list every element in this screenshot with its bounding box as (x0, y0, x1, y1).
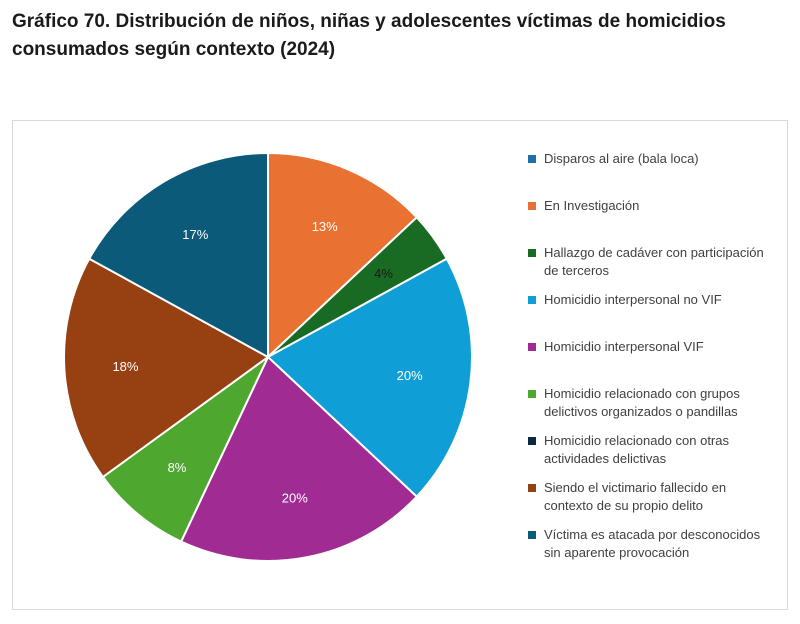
chart-title-line-1: Gráfico 70. Distribución de niños, niñas y adolescentes víctimas de homicidios (12, 11, 726, 32)
legend-item-hallazgo-de-cadaver-con-participacion-de-terceros (528, 244, 793, 280)
data-label-en-investigacion: 13% (311, 218, 338, 234)
legend-item-homicidio-interpersonal-vif (528, 338, 793, 356)
legend-label: Homicidio interpersonal no VIF (544, 292, 722, 307)
legend-swatch (528, 249, 536, 257)
legend-swatch (528, 155, 536, 163)
legend-swatch (528, 202, 536, 210)
legend-item-en-investigacion (528, 197, 793, 215)
legend-label: Hallazgo de cadáver con participación de terceros (544, 245, 764, 278)
legend-label: En Investigación (544, 198, 640, 213)
legend-label: Víctima es atacada por desconocidos sin aparente provocación (544, 527, 761, 560)
legend-swatch (528, 437, 536, 445)
chart-title-line-2: consumados según contexto (2024) (12, 39, 336, 60)
legend-label: Homicidio relacionado con grupos delictivos organizados o pandillas (544, 386, 740, 419)
legend-swatch (528, 484, 536, 492)
legend-item-siendo-el-victimario-fallecido-en-contexto-de-su-propio-delito (528, 479, 793, 515)
pie-slices (64, 153, 472, 561)
legend-item-victima-es-atacada-por-desconocidos-sin-aparente-provocacion (528, 526, 793, 562)
legend-swatch (528, 296, 536, 304)
legend-label: Disparos al aire (bala loca) (544, 151, 699, 166)
data-label-siendo-el-victimario-fallecido-en-contexto-de-su-propio-delito: 18% (112, 358, 139, 374)
data-label-homicidio-relacionado-con-grupos-delictivos-organizados-o-pandillas: 8% (167, 460, 187, 476)
data-label-hallazgo-de-cadaver-con-participacion-de-terceros: 4% (374, 266, 393, 282)
data-label-victima-es-atacada-por-desconocidos-sin-aparente-provocacion: 17% (182, 227, 209, 243)
legend-item-homicidio-relacionado-con-grupos-delictivos-organizados-o-pandillas (528, 385, 793, 421)
data-label-homicidio-interpersonal-no-vif: 20% (396, 367, 423, 383)
legend-label: Homicidio relacionado con otras actividades delictivas (544, 433, 729, 466)
legend-label: Homicidio interpersonal VIF (544, 339, 704, 354)
legend-swatch (528, 531, 536, 539)
legend-item-homicidio-interpersonal-no-vif (528, 291, 793, 309)
legend-swatch (528, 390, 536, 398)
legend-item-disparos-al-aire-bala-loca (528, 150, 793, 168)
legend-label: Siendo el victimario fallecido en contexto de su propio delito (544, 480, 727, 513)
data-label-homicidio-interpersonal-vif: 20% (281, 490, 308, 506)
legend-swatch (528, 343, 536, 351)
legend-item-homicidio-relacionado-con-otras-actividades-delictivas (528, 432, 793, 468)
